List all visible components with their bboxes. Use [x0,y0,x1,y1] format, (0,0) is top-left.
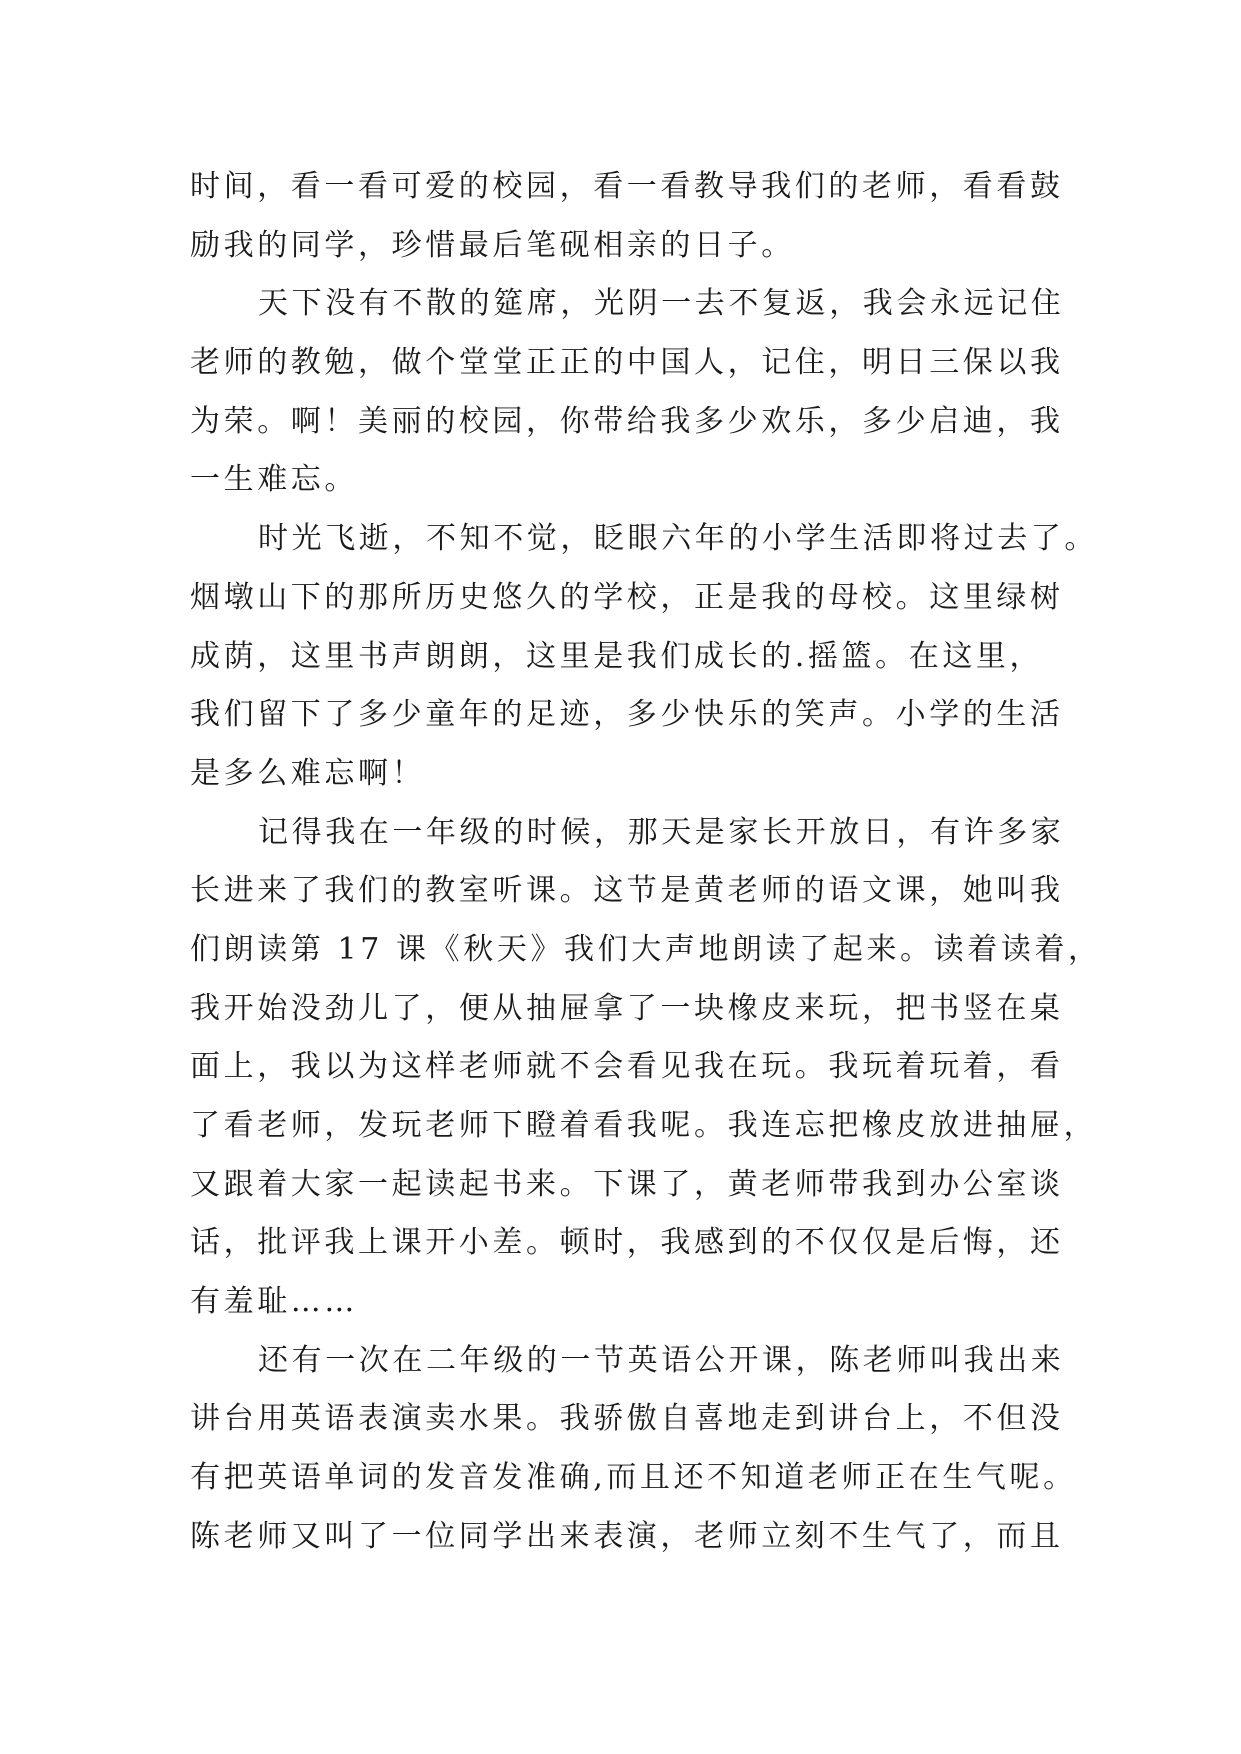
document-body [190,158,1102,1567]
paragraph-line: 了看老师，发玩老师下瞪着看我呢。我连忘把橡皮放进抽屉， [190,1108,1098,1143]
paragraph-line: 记得我在一年级的时候，那天是家长开放日，有许多家 [258,814,1065,850]
paragraph-line: 天下没有不散的筵席，光阴一去不复返，我会永远记住 [258,286,1065,322]
paragraph-line: 还有一次在二年级的一节英语公开课，陈老师叫我出来 [258,1342,1065,1378]
paragraph-line: 面上，我以为这样老师就不会看见我在玩。我玩着玩着，看 [190,1049,1064,1085]
paragraph-line: 一生难忘。 [190,462,358,498]
paragraph-line: 为荣。啊！美丽的校园，你带给我多少欢乐，多少启迪，我 [190,403,1064,439]
paragraph-line: 陈老师又叫了一位同学出来表演，老师立刻不生气了，而且 [190,1518,1064,1554]
paragraph-line: 有把英语单词的发音发准确,而且还不知道老师正在生气呢。 [190,1460,1077,1496]
paragraph-line: 讲台用英语表演卖水果。我骄傲自喜地走到讲台上，不但没 [190,1401,1064,1437]
paragraph-line: 我开始没劲儿了，便从抽屉拿了一块橡皮来玩，把书竖在桌 [190,990,1064,1026]
paragraph-line: 又跟着大家一起读起书来。下课了，黄老师带我到办公室谈 [190,1166,1064,1202]
paragraph-line: 烟墩山下的那所历史悠久的学校，正是我的母校。这里绿树 [190,579,1064,615]
paragraph-line: 时光飞逝，不知不觉，眨眼六年的小学生活即将过去了。 [258,521,1098,557]
paragraph-line: 老师的教勉，做个堂堂正正的中国人，记住，明日三保以我 [190,345,1064,381]
paragraph-line: 话，批评我上课开小差。顿时，我感到的不仅仅是后悔，还 [190,1225,1064,1261]
paragraph-line: 我们留下了多少童年的足迹，多少快乐的笑声。小学的生活 [190,697,1064,733]
paragraph-line: 长进来了我们的教室听课。这节是黄老师的语文课，她叫我 [190,873,1064,909]
paragraph-line: 励我的同学，珍惜最后笔砚相亲的日子。 [190,227,795,263]
paragraph-line: 是多么难忘啊！ [190,755,426,791]
paragraph-line: 们朗读第 17 课《秋天》我们大声地朗读了起来。读着读着， [190,931,1102,967]
paragraph-line: 时间，看一看可爱的校园，看一看教导我们的老师，看看鼓 [190,169,1064,204]
paragraph-line: 成荫，这里书声朗朗，这里是我们成长的.摇篮。在这里， [190,638,1044,674]
paragraph-line: 有羞耻…… [190,1284,358,1320]
